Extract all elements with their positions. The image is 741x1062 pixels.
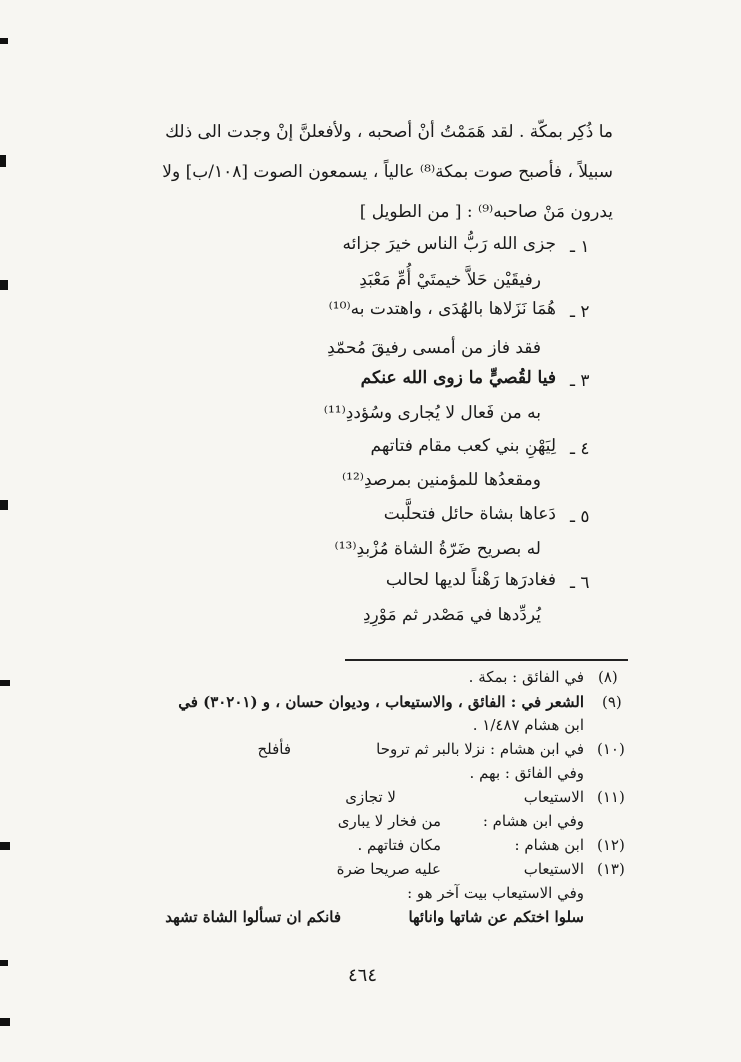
footnote-text: الشعر في : الفائق ، والاستيعاب ، وديوان حسان ، و (٣٠٢٠١) في [178, 693, 584, 711]
footnote-text: الاستيعاب [523, 788, 584, 806]
footnote-text: في ابن هشام : نزلا بالبر ثم تروحا [376, 740, 584, 758]
binding-mark [0, 155, 6, 167]
footnote-text: وفي الفائق : بهم . [469, 764, 584, 782]
footnote-variant: فانكم ان تسألوا الشاة تشهد [165, 908, 341, 926]
verse-number: ٦ ـ [570, 573, 590, 593]
footnote-text: سلوا اختكم عن شاتها وانائها [408, 908, 584, 926]
verse-second-hemistich: يُردِّدها في مَصْدر ثم مَوْرِدِ [362, 605, 541, 625]
binding-mark [0, 680, 10, 686]
verse-number: ٤ ـ [570, 439, 590, 459]
prose-line: سبيلاً ، فأصبح صوت بمكة⁽⁸⁾ عالياً ، يسمعون الصوت [١٠٨/ب] ولا [162, 162, 613, 182]
footnote-number: (٨) [598, 668, 618, 686]
footnote-number: (١٢) [597, 836, 625, 854]
footnote-variant: من فخار لا يبارى [337, 812, 441, 830]
binding-mark [0, 960, 8, 966]
binding-mark [0, 842, 10, 850]
footnote-text: ابن هشام : [514, 836, 584, 854]
binding-mark [0, 38, 8, 44]
footnote-number: (١١) [597, 788, 625, 806]
verse-number: ٣ ـ [570, 371, 590, 391]
binding-mark [0, 280, 8, 290]
footnote-text: في الفائق : بمكة . [468, 668, 584, 686]
footnote-number: (١٠) [597, 740, 625, 758]
footnote-separator [345, 659, 628, 661]
footnote-variant: فأفلح [257, 740, 291, 758]
footnote-number: (٩) [602, 693, 622, 711]
verse-second-hemistich: ومقعدُها للمؤمنين بمرصدِ⁽¹²⁾ [341, 470, 541, 490]
footnote-number: (١٣) [597, 860, 625, 878]
verse-first-hemistich: لِيَهْنِ بني كعب مقام فتاتهم [370, 436, 556, 456]
verse-first-hemistich: فغادرَها رَهْناً لديها لحالب [385, 570, 556, 590]
footnote-variant: لا تجازى [345, 788, 396, 806]
verse-second-hemistich: رفيقَيْن حَلاَّ خيمتَيْ أُمِّ مَعْبَدِ [359, 270, 541, 290]
page-number: ٤٦٤ [348, 965, 378, 986]
verse-first-hemistich: هُمَا نَزَلاها بالهُدَى ، واهتدت به⁽¹⁰⁾ [328, 299, 556, 319]
verse-first-hemistich: فيا لقُصيٍّ ما زوى الله عنكم [360, 368, 556, 388]
footnote-text: وفي الاستيعاب بيت آخر هو : [407, 884, 584, 902]
verse-first-hemistich: جزى الله رَبُّ الناس خيرَ جزائه [342, 234, 556, 254]
verse-second-hemistich: به من فَعال لا يُجارى وسُؤددِ⁽¹¹⁾ [323, 403, 541, 423]
prose-line: يدرون مَنْ صاحبه⁽⁹⁾ : [ من الطويل ] [359, 202, 613, 222]
binding-mark [0, 1018, 10, 1026]
footnote-text: الاستيعاب [523, 860, 584, 878]
footnote-text: ابن هشام ١/٤٨٧ . [472, 716, 584, 734]
verse-number: ٥ ـ [570, 507, 590, 527]
verse-second-hemistich: فقد فاز من أمسى رفيقَ مُحمّدِ [327, 338, 541, 358]
verse-second-hemistich: له بصريح ضَرّةُ الشاة مُزْبدِ⁽¹³⁾ [334, 539, 541, 559]
verse-number: ١ ـ [570, 237, 590, 257]
binding-mark [0, 500, 8, 510]
verse-number: ٢ ـ [570, 302, 590, 322]
footnote-text: وفي ابن هشام : [482, 812, 584, 830]
prose-line: ما ذُكِر بمكّة . لقد هَمَمْتُ أنْ أصحبه ، ولأفعلنَّ إنْ وجدت الى ذلك [165, 122, 613, 142]
verse-first-hemistich: دَعاها بشاة حائل فتحلَّبت [383, 504, 556, 524]
footnote-variant: مكان فتاتهم . [357, 836, 441, 854]
footnote-variant: عليه صريحا ضرة [336, 860, 441, 878]
